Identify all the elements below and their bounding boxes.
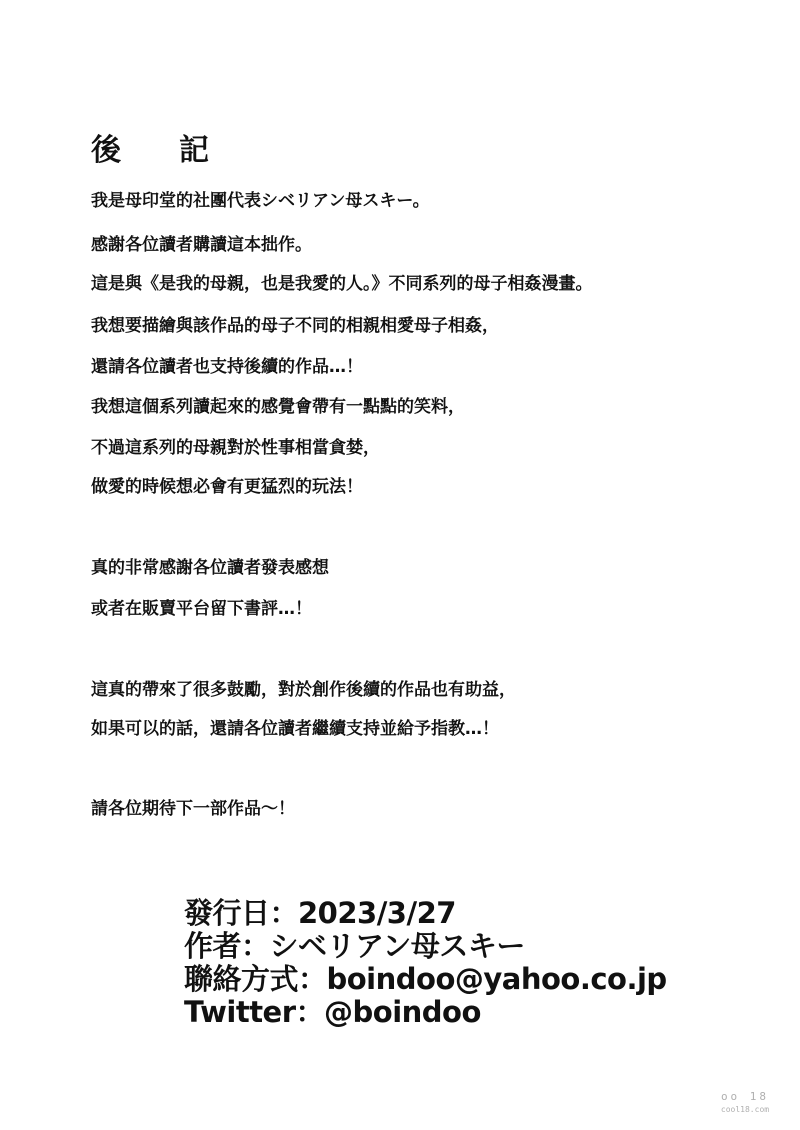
watermark-mark: oo 18 (720, 1090, 770, 1103)
afterword-line: 感謝各位讀者購讀這本拙作。 (91, 235, 312, 255)
afterword-line: 我想要描繪與該作品的母子不同的相親相愛母子相姦， (91, 316, 499, 336)
page-title: 後 記 (91, 133, 223, 168)
afterword-line: 如果可以的話，還請各位讀者繼續支持並給予指教…！ (91, 719, 499, 739)
afterword-line: 這真的帶來了很多鼓勵，對於創作後續的作品也有助益， (91, 680, 516, 700)
author-credit: 作者：シベリアン母スキー (184, 929, 525, 963)
afterword-line: 請各位期待下一部作品～！ (91, 799, 295, 819)
twitter-handle: Twitter：@boindoo (184, 995, 481, 1029)
afterword-line: 或者在販賣平台留下書評…！ (91, 599, 312, 619)
afterword-line: 我想這個系列讀起來的感覺會帶有一點點的笑料， (91, 397, 465, 417)
afterword-line: 這是與《是我的母親，也是我愛的人。》不同系列的母子相姦漫畫。 (91, 274, 593, 294)
afterword-line: 真的非常感謝各位讀者發表感想 (91, 558, 329, 578)
contact-email: 聯絡方式：boindoo@yahoo.co.jp (184, 962, 667, 996)
afterword-line: 我是母印堂的社團代表シベリアン母スキー。 (91, 191, 430, 211)
release-date: 發行日：2023/3/27 (184, 896, 456, 930)
afterword-line: 還請各位讀者也支持後續的作品…！ (91, 357, 363, 377)
afterword-line: 不過這系列的母親對於性事相當貪婪， (91, 438, 380, 458)
afterword-line: 做愛的時候想必會有更猛烈的玩法！ (91, 477, 363, 497)
site-watermark (715, 1090, 775, 1120)
watermark-url: cool18.com (720, 1105, 770, 1114)
